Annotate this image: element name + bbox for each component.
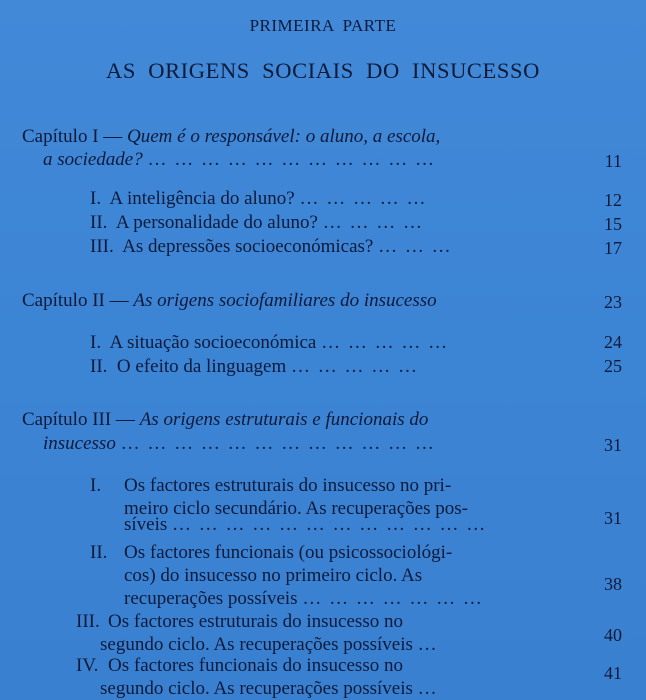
part-title: AS ORIGENS SOCIAIS DO INSUCESSO <box>106 58 540 83</box>
toc-entry-line: recuperações possíveis … … … … … … … <box>124 588 482 609</box>
chapter-1-heading-cont <box>43 150 434 169</box>
chapter-2-prefix: Capítulo II — <box>22 290 129 311</box>
toc-entry-page: 40 <box>604 625 622 645</box>
toc-entry-line: Os factores estruturais do insucesso no <box>108 611 403 632</box>
chapter-3-heading <box>22 410 428 429</box>
chapter-2-title: As origens sociofamiliares do insucesso <box>133 290 437 311</box>
chapter-3-page: 31 <box>604 435 622 455</box>
toc-entry-page: 38 <box>604 574 622 594</box>
toc-entry-line: Os factores funcionais (ou psicossociológi- <box>124 542 453 563</box>
toc-entry-line: Os factores estruturais do insucesso no pri- <box>124 475 452 496</box>
toc-entry: I. A situação socioeconómica … … … … … <box>90 332 448 353</box>
toc-entry-line: síveis … … … … … … … … … … … … <box>124 514 486 535</box>
chapter-1-page: 11 <box>604 151 622 171</box>
chapter-3-title: As origens estruturais e funcionais do <box>139 409 429 430</box>
chapter-2-heading <box>22 291 437 310</box>
toc-entry: II. O efeito da linguagem … … … … … <box>90 356 418 377</box>
toc-entry-page: 31 <box>604 508 622 528</box>
chapter-1-title: Quem é o responsável: o aluno, a escola, <box>127 126 441 147</box>
toc-entry-page: 25 <box>604 356 622 376</box>
toc-entry-page: 41 <box>604 663 622 683</box>
toc-entry-num: II. <box>90 542 108 563</box>
toc-entry-page: 24 <box>604 332 622 352</box>
toc-entry-page: 15 <box>604 214 622 234</box>
toc-entry: I. A inteligência do aluno? … … … … … <box>90 188 426 209</box>
dot-leader: … … … … … … … … … … … <box>147 149 434 170</box>
toc-entry-num: III. <box>76 611 100 632</box>
toc-entry-line: segundo ciclo. As recuperações possíveis … <box>100 678 437 699</box>
toc-entry-num: IV. <box>76 655 99 676</box>
toc-entry: III. As depressões socioeconómicas? … … … <box>90 236 451 257</box>
toc-entry-line: segundo ciclo. As recuperações possíveis … <box>100 634 437 655</box>
chapter-1-title-cont: a sociedade? <box>43 149 143 170</box>
toc-entry: II. A personalidade do aluno? … … … … <box>90 212 422 233</box>
toc-entry-num: I. <box>90 475 102 496</box>
toc-entry-page: 17 <box>604 238 622 258</box>
chapter-2-page: 23 <box>604 292 622 312</box>
chapter-3-heading-cont <box>43 434 434 453</box>
toc-entry-line: cos) do insucesso no primeiro ciclo. As <box>124 565 423 586</box>
chapter-1-heading <box>22 127 440 146</box>
toc-entry-line: meiro ciclo secundário. As recuperações pos- <box>124 498 468 519</box>
dot-leader: … … … … … … … … … … … … <box>120 433 434 454</box>
part-label: PRIMEIRA PARTE <box>249 16 397 35</box>
chapter-3-title-cont: insucesso <box>43 433 116 454</box>
chapter-3-prefix: Capítulo III — <box>22 409 135 430</box>
toc-entry-line: Os factores funcionais do insucesso no <box>108 655 403 676</box>
toc-entry-page: 12 <box>604 190 622 210</box>
chapter-1-prefix: Capítulo I — <box>22 126 123 147</box>
